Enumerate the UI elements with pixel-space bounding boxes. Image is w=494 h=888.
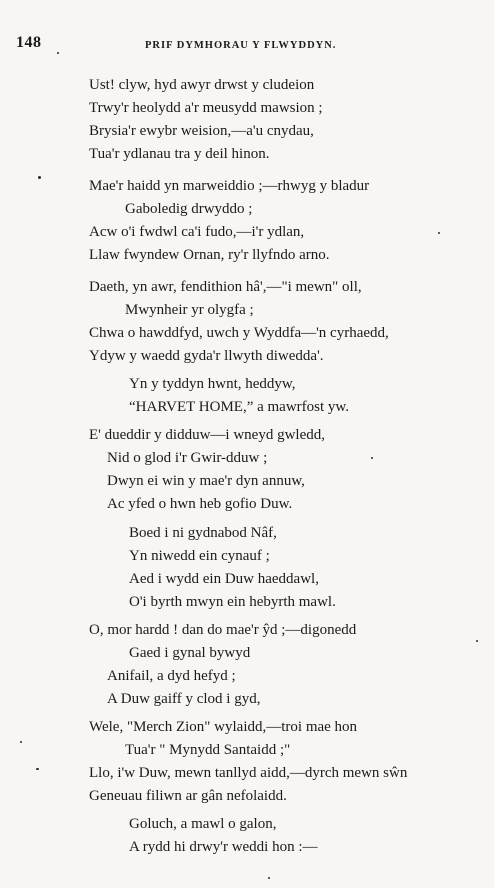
poem-line: Ust! clyw, hyd awyr drwst y cludeion: [89, 77, 315, 93]
poem-line: Tua'r ydlanau tra y deil hinon.: [89, 146, 270, 162]
poem-line: Gaboledig drwyddo ;: [125, 201, 253, 217]
ink-speck: [20, 741, 22, 743]
ink-speck: [438, 232, 440, 234]
poem-line: Mae'r haidd yn marweiddio ;—rhwyg y bladur: [89, 178, 370, 194]
poem-line: Llo, i'w Duw, mewn tanllyd aidd,—dyrch mewn sŵn: [89, 765, 408, 781]
poem-line: Dwyn ei win y mae'r dyn annuw,: [107, 473, 305, 489]
poem-line: Trwy'r heolydd a'r meusydd mawsion ;: [89, 100, 323, 116]
poem-line: Tua'r " Mynydd Santaidd ;": [125, 742, 291, 758]
poem-line: Goluch, a mawl o galon,: [129, 816, 277, 832]
poem-line: Aed i wydd ein Duw haeddawl,: [129, 571, 319, 587]
poem-line: O'i byrth mwyn ein hebyrth mawl.: [129, 594, 336, 610]
ink-speck: [371, 457, 373, 459]
harvest-home-phrase: HARVET HOME,: [135, 399, 247, 415]
poem-line: Chwa o hawddfyd, uwch y Wyddfa—'n cyrhaedd,: [89, 325, 389, 341]
poem-line: A rydd hi drwy'r weddi hon :—: [129, 839, 318, 855]
open-quote: “: [129, 399, 136, 415]
poem-line: [129, 398, 349, 416]
poem-line: Yn niwedd ein cynauf ;: [129, 548, 270, 564]
poem-line: Brysia'r ewybr weision,—a'u cnydau,: [89, 123, 314, 139]
poem-line: Ydyw y waedd gyda'r llwyth diwedda'.: [89, 348, 324, 364]
poem-line: Mwynheir yr olygfa ;: [125, 302, 254, 318]
ink-speck: [268, 877, 270, 879]
poem-line: Ac yfed o hwn heb gofio Duw.: [107, 496, 293, 512]
poem-line: A Duw gaiff y clod i gyd,: [107, 691, 261, 707]
ink-speck: [476, 640, 478, 642]
poem-line: Gaed i gynal bywyd: [129, 645, 251, 661]
close-quote-text: ” a mawrfost yw.: [246, 399, 350, 415]
page-number: 148: [16, 34, 42, 51]
ink-speck: [38, 176, 41, 179]
poem-line: O, mor hardd ! dan do mae'r ŷd ;—digonedd: [89, 622, 357, 638]
running-title: PRIF DYMHORAU Y FLWYDDYN.: [145, 40, 337, 51]
poem-line: Llaw fwyndew Ornan, ry'r llyfndo arno.: [89, 247, 330, 263]
poem-line: Acw o'i fwdwl ca'i fudo,—i'r ydlan,: [89, 224, 305, 240]
poem-line: Daeth, yn awr, fendithion hâ',—"i mewn" oll,: [89, 279, 362, 295]
poem-line: E' dueddir y didduw—i wneyd gwledd,: [89, 427, 326, 443]
poem-line: Boed i ni gydnabod Nâf,: [129, 525, 277, 541]
poem-line: Nid o glod i'r Gwir-dduw ;: [107, 450, 268, 466]
poem-line: Anifail, a dyd hefyd ;: [107, 668, 236, 684]
poem-line: Yn y tyddyn hwnt, heddyw,: [129, 376, 296, 392]
poem-line: Wele, "Merch Zion" wylaidd,—troi mae hon: [89, 719, 358, 735]
ink-speck: [57, 52, 59, 54]
poem-line: Geneuau filiwn ar gân nefolaidd.: [89, 788, 287, 804]
ink-speck: [36, 768, 39, 770]
